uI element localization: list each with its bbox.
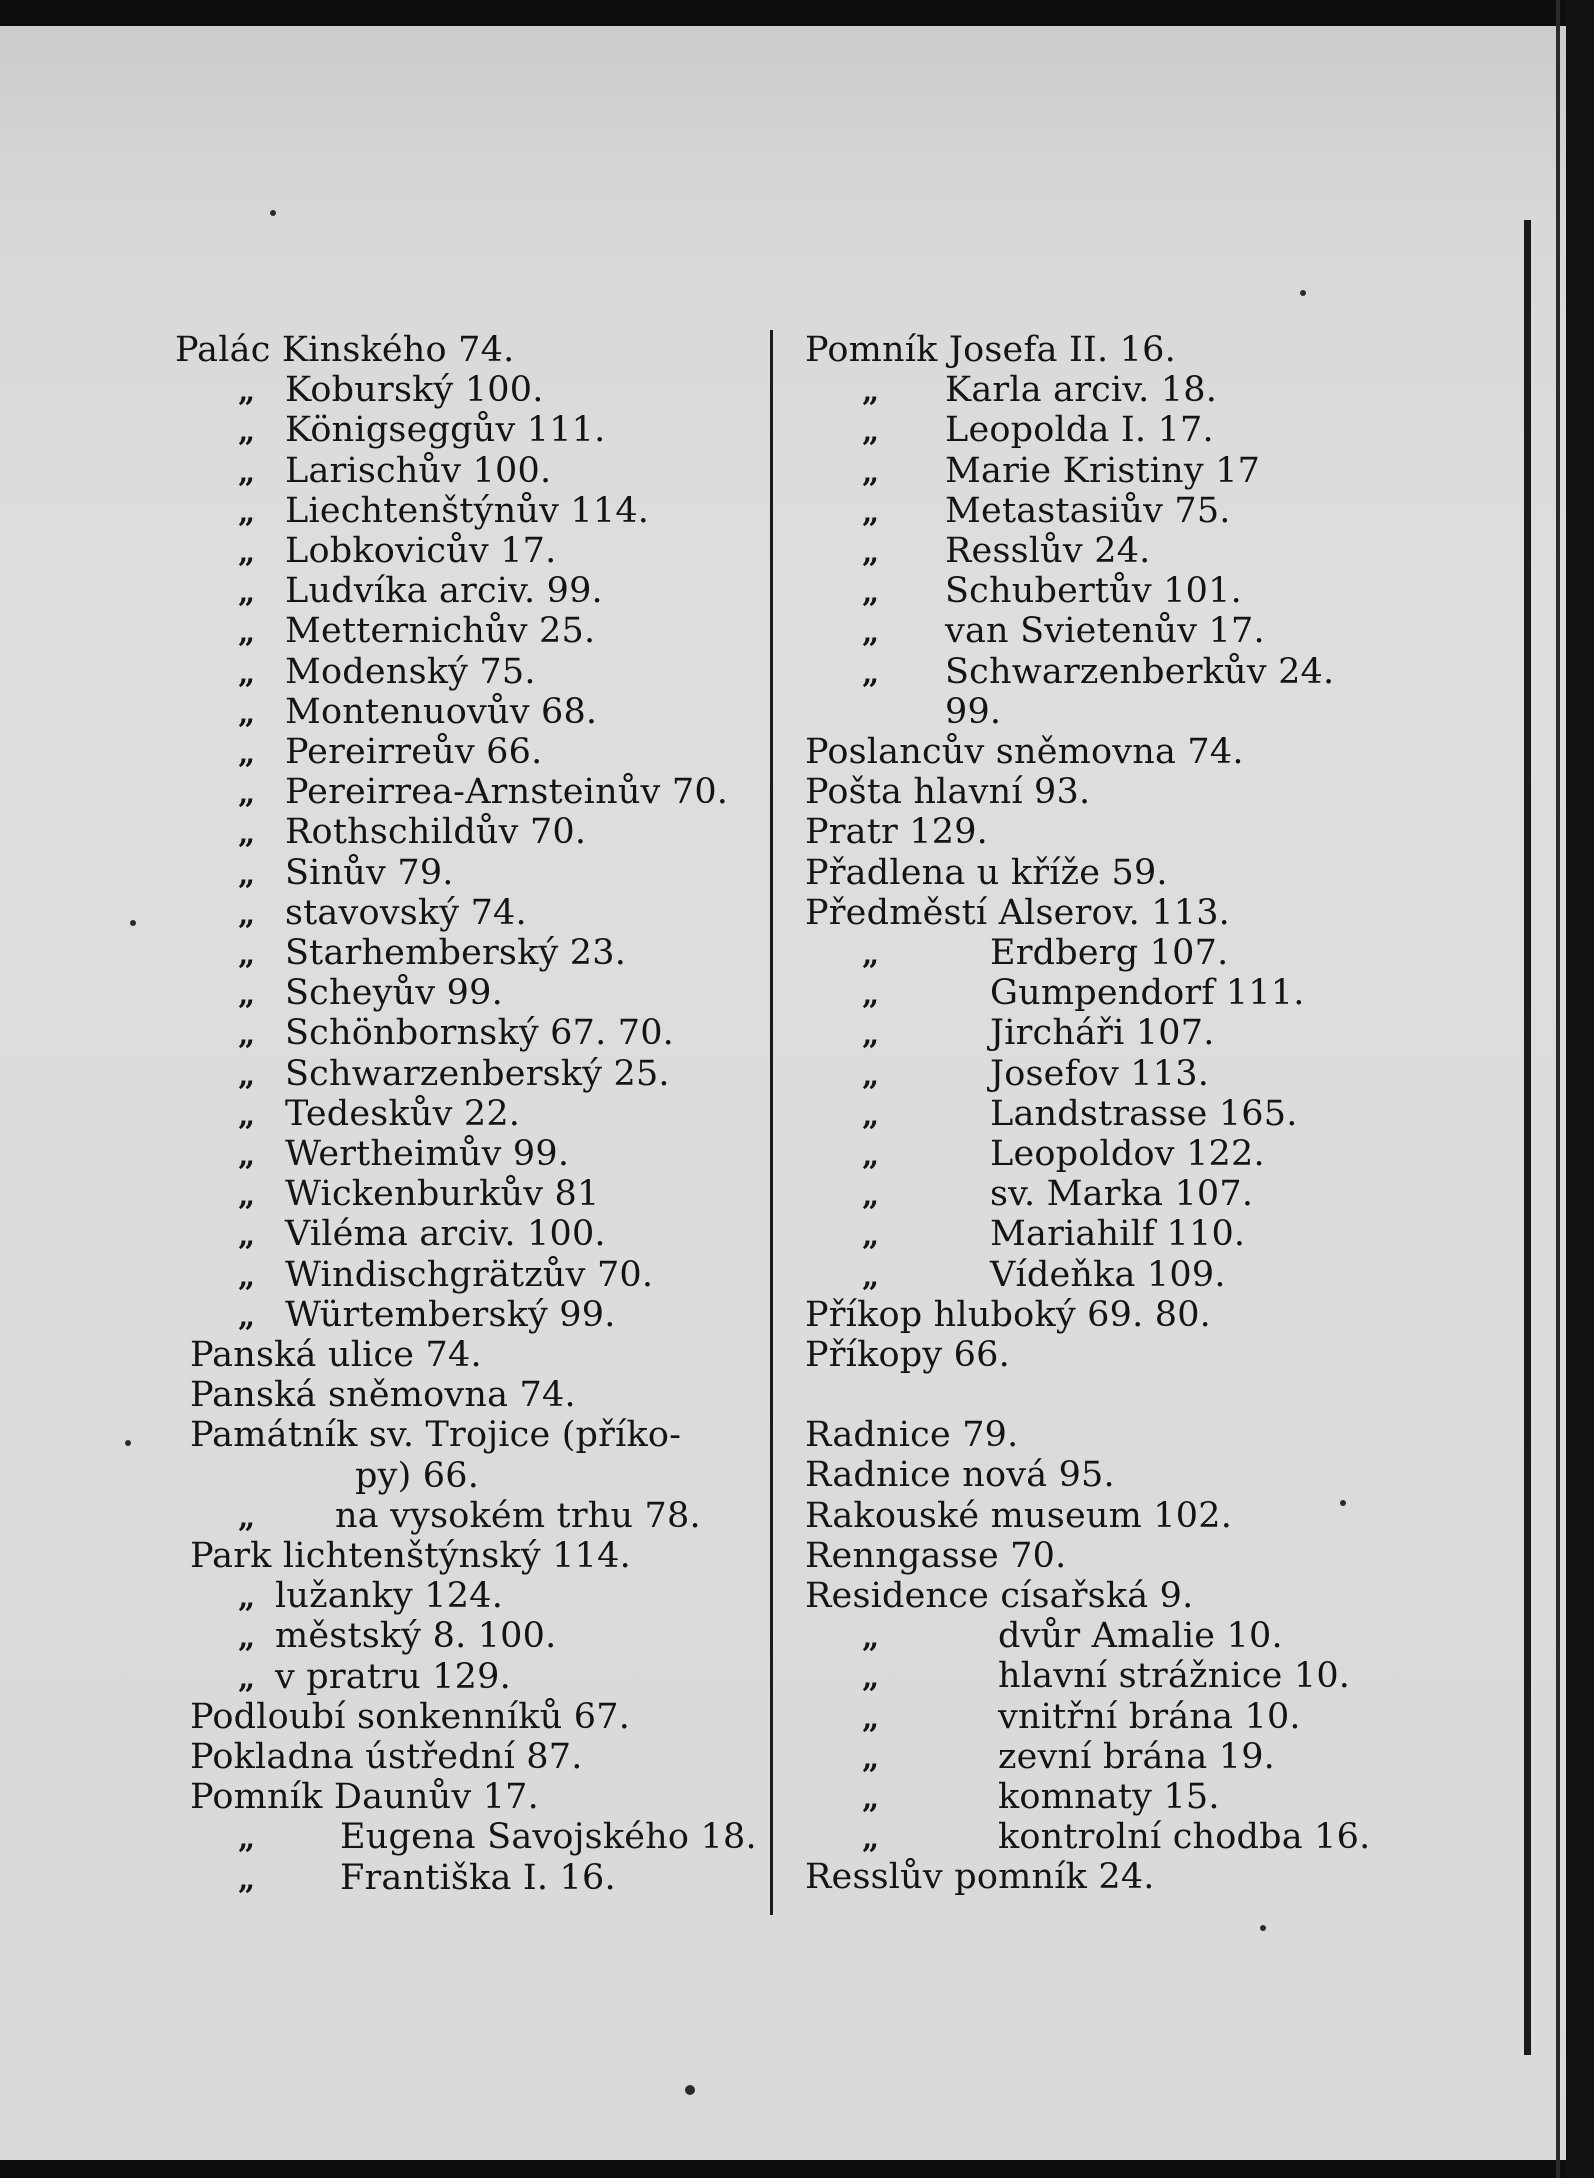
ditto-mark: „ xyxy=(238,1298,256,1334)
ditto-mark: „ xyxy=(862,1740,880,1776)
index-entry-text: na vysokém trhu 78. xyxy=(335,1495,701,1536)
ditto-mark: „ xyxy=(238,695,256,731)
ditto-mark: „ xyxy=(862,575,880,611)
index-entry-text: Residence císařská 9. xyxy=(805,1576,1194,1616)
ditto-mark: „ xyxy=(862,535,880,570)
ditto-mark: „ xyxy=(862,1178,880,1214)
ditto-mark: „ xyxy=(238,856,256,892)
index-entry-text: Resslův pomník 24. xyxy=(805,1857,1155,1898)
index-entry-text: Radnice nová 95. xyxy=(805,1455,1115,1496)
ditto-mark: „ xyxy=(238,535,256,570)
index-entry-text: Würtemberský 99. xyxy=(285,1294,616,1335)
index-entry-text: Rakouské museum 102. xyxy=(805,1495,1233,1536)
index-entry-text: Liechtenštýnův 114. xyxy=(285,490,650,531)
index-entry-text: sv. Marka 107. xyxy=(990,1174,1254,1215)
index-entry-text: Tedeskův 22. xyxy=(285,1093,521,1134)
index-entry-text: městský 8. 100. xyxy=(275,1616,557,1657)
index-entry-text: stavovský 74. xyxy=(285,892,527,933)
index-entry-text: komnaty 15. xyxy=(998,1777,1220,1817)
index-entry-text: Jircháři 107. xyxy=(990,1013,1215,1054)
index-entry-text: Poslancův sněmovna 74. xyxy=(805,732,1244,772)
ditto-mark: „ xyxy=(238,414,256,450)
index-entry-text: Leopolda I. 17. xyxy=(945,410,1214,451)
index-entry-text: Koburský 100. xyxy=(285,370,544,411)
paper-speck xyxy=(130,920,136,926)
index-entry-text: py) 66. xyxy=(355,1455,480,1496)
ditto-mark: „ xyxy=(862,937,880,972)
index-entry-text: Františka I. 16. xyxy=(340,1857,616,1898)
paper-speck xyxy=(125,1440,131,1446)
index-entry-text: Wertheimův 99. xyxy=(285,1134,570,1174)
paper-speck xyxy=(1260,1925,1266,1931)
index-entry-text: vnitřní brána 10. xyxy=(998,1696,1301,1737)
index-entry-text: Schwarzenberský 25. xyxy=(285,1053,670,1094)
ditto-mark: „ xyxy=(238,896,256,932)
index-entry-text: Schubertův 101. xyxy=(945,571,1242,612)
ditto-mark: „ xyxy=(238,736,256,771)
column-divider xyxy=(770,330,773,1915)
index-entry-text: Marie Kristiny 17 xyxy=(945,450,1261,491)
index-entry-text: Panská ulice 74. xyxy=(190,1335,482,1375)
index-entry-text: Pomník Daunův 17. xyxy=(190,1777,539,1818)
index-entry-text: Pomník Josefa II. 16. xyxy=(805,330,1176,370)
ditto-mark: „ xyxy=(238,494,256,530)
index-entry-text: Pokladna ústřední 87. xyxy=(190,1737,583,1777)
ditto-mark: „ xyxy=(862,655,880,691)
ditto-mark: „ xyxy=(862,494,880,530)
ditto-mark: „ xyxy=(862,374,880,410)
index-entry-text: Karla arciv. 18. xyxy=(945,370,1218,411)
index-entry-text: Vídeňka 109. xyxy=(990,1254,1226,1295)
ditto-mark: „ xyxy=(238,454,256,490)
index-entry-text: Resslův 24. xyxy=(945,531,1151,571)
index-entry-text: Přadlena u kříže 59. xyxy=(805,852,1168,893)
index-entry-text: Mariahilf 110. xyxy=(990,1214,1246,1255)
ditto-mark: „ xyxy=(238,1821,256,1857)
ditto-mark: „ xyxy=(862,1700,880,1736)
index-entry-text: Ludvíka arciv. 99. xyxy=(285,571,603,612)
binding-edge-thin xyxy=(1556,0,1560,2178)
index-entry-text: Pratr 129. xyxy=(805,812,988,853)
index-entry-text: Leopoldov 122. xyxy=(990,1134,1265,1174)
index-entry-text: Modenský 75. xyxy=(285,651,536,692)
ditto-mark: „ xyxy=(862,1258,880,1294)
ditto-mark: „ xyxy=(862,1017,880,1053)
ditto-mark: „ xyxy=(238,937,256,972)
index-entry-text: Josefov 113. xyxy=(990,1053,1210,1094)
ditto-mark: „ xyxy=(862,1097,880,1133)
index-entry-text: Königseggův 111. xyxy=(285,410,606,451)
ditto-mark: „ xyxy=(862,454,880,490)
index-entry-text: kontrolní chodba 16. xyxy=(998,1817,1371,1858)
ditto-mark: „ xyxy=(238,1258,256,1294)
index-entry-text: Lobkovicův 17. xyxy=(285,531,557,571)
index-entry-text: Příkopy 66. xyxy=(805,1335,1010,1375)
binding-edge xyxy=(1524,220,1531,2055)
index-entry-text: Starhemberský 23. xyxy=(285,933,627,973)
ditto-mark: „ xyxy=(238,615,256,651)
index-entry-text: Landstrasse 165. xyxy=(990,1093,1298,1134)
index-entry-text: hlavní strážnice 10. xyxy=(998,1656,1351,1697)
index-entry-text: Podloubí sonkenníků 67. xyxy=(190,1696,631,1737)
ditto-mark: „ xyxy=(238,816,256,852)
index-entry-text: Larischův 100. xyxy=(285,450,552,491)
ditto-mark: „ xyxy=(238,1057,256,1093)
index-entry-text: 99. xyxy=(945,691,1002,732)
ditto-mark: „ xyxy=(238,1580,256,1616)
ditto-mark: „ xyxy=(862,977,880,1013)
ditto-mark: „ xyxy=(862,1660,880,1696)
paper-speck xyxy=(1340,1500,1346,1506)
index-entry-text: Metternichův 25. xyxy=(285,611,596,652)
ditto-mark: „ xyxy=(238,977,256,1013)
index-entry-text: Schwarzenberkův 24. xyxy=(945,651,1335,692)
index-entry-text: Pošta hlavní 93. xyxy=(805,772,1091,813)
ditto-mark: „ xyxy=(238,1218,256,1254)
ditto-mark: „ xyxy=(238,1138,256,1173)
ditto-mark: „ xyxy=(238,655,256,691)
ditto-mark: „ xyxy=(238,374,256,410)
index-entry-text: Panská sněmovna 74. xyxy=(190,1375,576,1416)
index-entry-text: Scheyův 99. xyxy=(285,973,503,1014)
ditto-mark: „ xyxy=(862,1620,880,1656)
index-entry-text: Park lichtenštýnský 114. xyxy=(190,1536,631,1576)
ditto-mark: „ xyxy=(238,1620,256,1656)
index-entry-text: Příkop hluboký 69. 80. xyxy=(805,1294,1211,1335)
index-entry-text: Wickenburkův 81 xyxy=(285,1174,600,1215)
ditto-mark: „ xyxy=(862,1821,880,1857)
scan-border-top xyxy=(0,0,1594,26)
paper-speck xyxy=(270,210,276,216)
index-entry-text: lužanky 124. xyxy=(275,1576,504,1617)
index-entry-text: Pereirreův 66. xyxy=(285,732,543,772)
index-entry-text: Rothschildův 70. xyxy=(285,812,587,853)
scan-border-right xyxy=(1566,0,1594,2178)
index-entry-text: zevní brána 19. xyxy=(998,1736,1275,1777)
ditto-mark: „ xyxy=(238,776,256,812)
ditto-mark: „ xyxy=(862,414,880,450)
index-entry-text: Erdberg 107. xyxy=(990,933,1229,973)
ditto-mark: „ xyxy=(238,575,256,611)
ditto-mark: „ xyxy=(238,1861,256,1897)
index-entry-text: Viléma arciv. 100. xyxy=(285,1214,606,1255)
index-entry-text: Palác Kinského 74. xyxy=(175,330,515,370)
paper-speck xyxy=(1300,290,1306,296)
index-entry-text: Schönbornský 67. 70. xyxy=(285,1013,674,1054)
index-entry-text: Windischgrätzův 70. xyxy=(285,1254,654,1295)
ditto-mark: „ xyxy=(238,1499,256,1535)
ditto-mark: „ xyxy=(238,1178,256,1214)
ditto-mark: „ xyxy=(238,1017,256,1053)
ditto-mark: „ xyxy=(862,1138,880,1173)
index-entry-text: Radnice 79. xyxy=(805,1415,1019,1456)
index-entry-text: Metastasiův 75. xyxy=(945,490,1231,531)
index-entry-text: van Svietenův 17. xyxy=(945,611,1265,652)
ditto-mark: „ xyxy=(862,1218,880,1254)
index-entry-text: Montenuovův 68. xyxy=(285,691,598,732)
ditto-mark: „ xyxy=(238,1660,256,1696)
index-entry-text: Gumpendorf 111. xyxy=(990,973,1305,1014)
index-entry-text: Renngasse 70. xyxy=(805,1535,1067,1576)
ditto-mark: „ xyxy=(238,1097,256,1133)
index-entry-text: Sinův 79. xyxy=(285,852,454,893)
ditto-mark: „ xyxy=(862,615,880,651)
index-entry-text: dvůr Amalie 10. xyxy=(998,1616,1283,1657)
ditto-mark: „ xyxy=(862,1781,880,1816)
scan-border-bottom xyxy=(0,2160,1594,2178)
index-entry-text: Pereirrea-Arnsteinův 70. xyxy=(285,772,729,813)
paper-speck xyxy=(685,2085,695,2095)
index-entry-text: Předměstí Alserov. 113. xyxy=(805,892,1230,933)
index-entry-text: Eugena Savojského 18. xyxy=(340,1817,757,1858)
index-entry-text: v pratru 129. xyxy=(275,1656,511,1697)
index-entry-text: Památník sv. Trojice (příko- xyxy=(190,1415,682,1456)
ditto-mark: „ xyxy=(862,1057,880,1093)
